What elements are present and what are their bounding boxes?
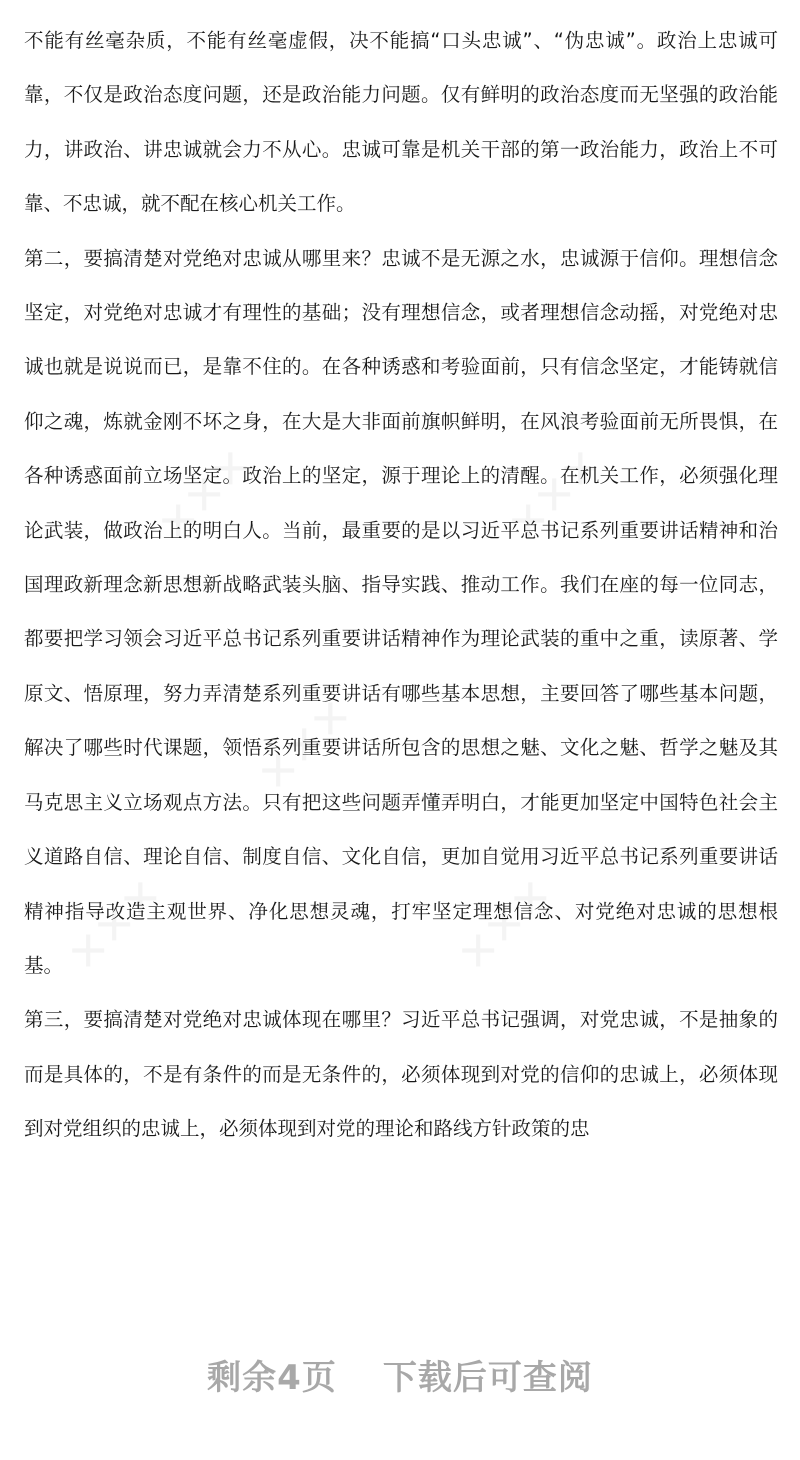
- download-prompt[interactable]: [0, 1350, 800, 1399]
- paragraph: 不能有丝毫杂质，不能有丝毫虚假，决不能搞“口头忠诚”、“伪忠诚”。政治上忠诚可靠，不仅是政治态度问题，还是政治能力问题。仅有鲜明的政治态度而无坚强的政治能力，讲政治、讲忠诚就会力不从心。忠诚可靠是机关干部的第一政治能力，政治上不可靠、不忠诚，就不配在核心机关工作。: [24, 29, 778, 216]
- download-to-view-label[interactable]: 下载后可查阅: [382, 1358, 593, 1398]
- remaining-pages-label: 剩余4页: [207, 1358, 337, 1398]
- document-body: [24, 14, 778, 1157]
- paragraph: 第三，要搞清楚对党绝对忠诚体现在哪里？习近平总书记强调，对党忠诚，不是抽象的而是具体的，不是有条件的而是无条件的，必须体现到对党的信仰的忠诚上，必须体现到对党组织的忠诚上，必须体现到对党的理论和路线方针政策的忠: [24, 1008, 778, 1141]
- paragraph: 第二，要搞清楚对党绝对忠诚从哪里来？忠诚不是无源之水，忠诚源于信仰。理想信念坚定，对党绝对忠诚才有理性的基础；没有理想信念，或者理想信念动摇，对党绝对忠诚也就是说说而已，是靠不住的。在各种诱惑和考验面前，只有信念坚定，才能铸就信仰之魂，炼就金刚不坏之身，在大是大非面前旗帜鲜明，在风浪考验面前无所畏惧，在各种诱惑面前立场坚定。政治上的坚定，源于理论上的清醒。在机关工作，必须强化理论武装，做政治上的明白人。当前，最重要的是以习近平总书记系列重要讲话精神和治国理政新理念新思想新战略武装头脑、指导实践、推动工作。我们在座的每一位同志，都要把学习领会习近平总书记系列重要讲话精神作为理论武装的重中之重，读原著、学原文、悟原理，努力弄清楚系列重要讲话有哪些基本思想，主要回答了哪些基本问题，解决了哪些时代课题，领悟系列重要讲话所包含的思想之魅、文化之魅、哲学之魅及其马克思主义立场观点方法。只有把这些问题弄懂弄明白，才能更加坚定中国特色社会主义道路自信、理论自信、制度自信、文化自信，更加自觉用习近平总书记系列重要讲话精神指导改造主观世界、净化思想灵魂，打牢坚定理想信念、对党绝对忠诚的思想根基。: [24, 246, 778, 977]
